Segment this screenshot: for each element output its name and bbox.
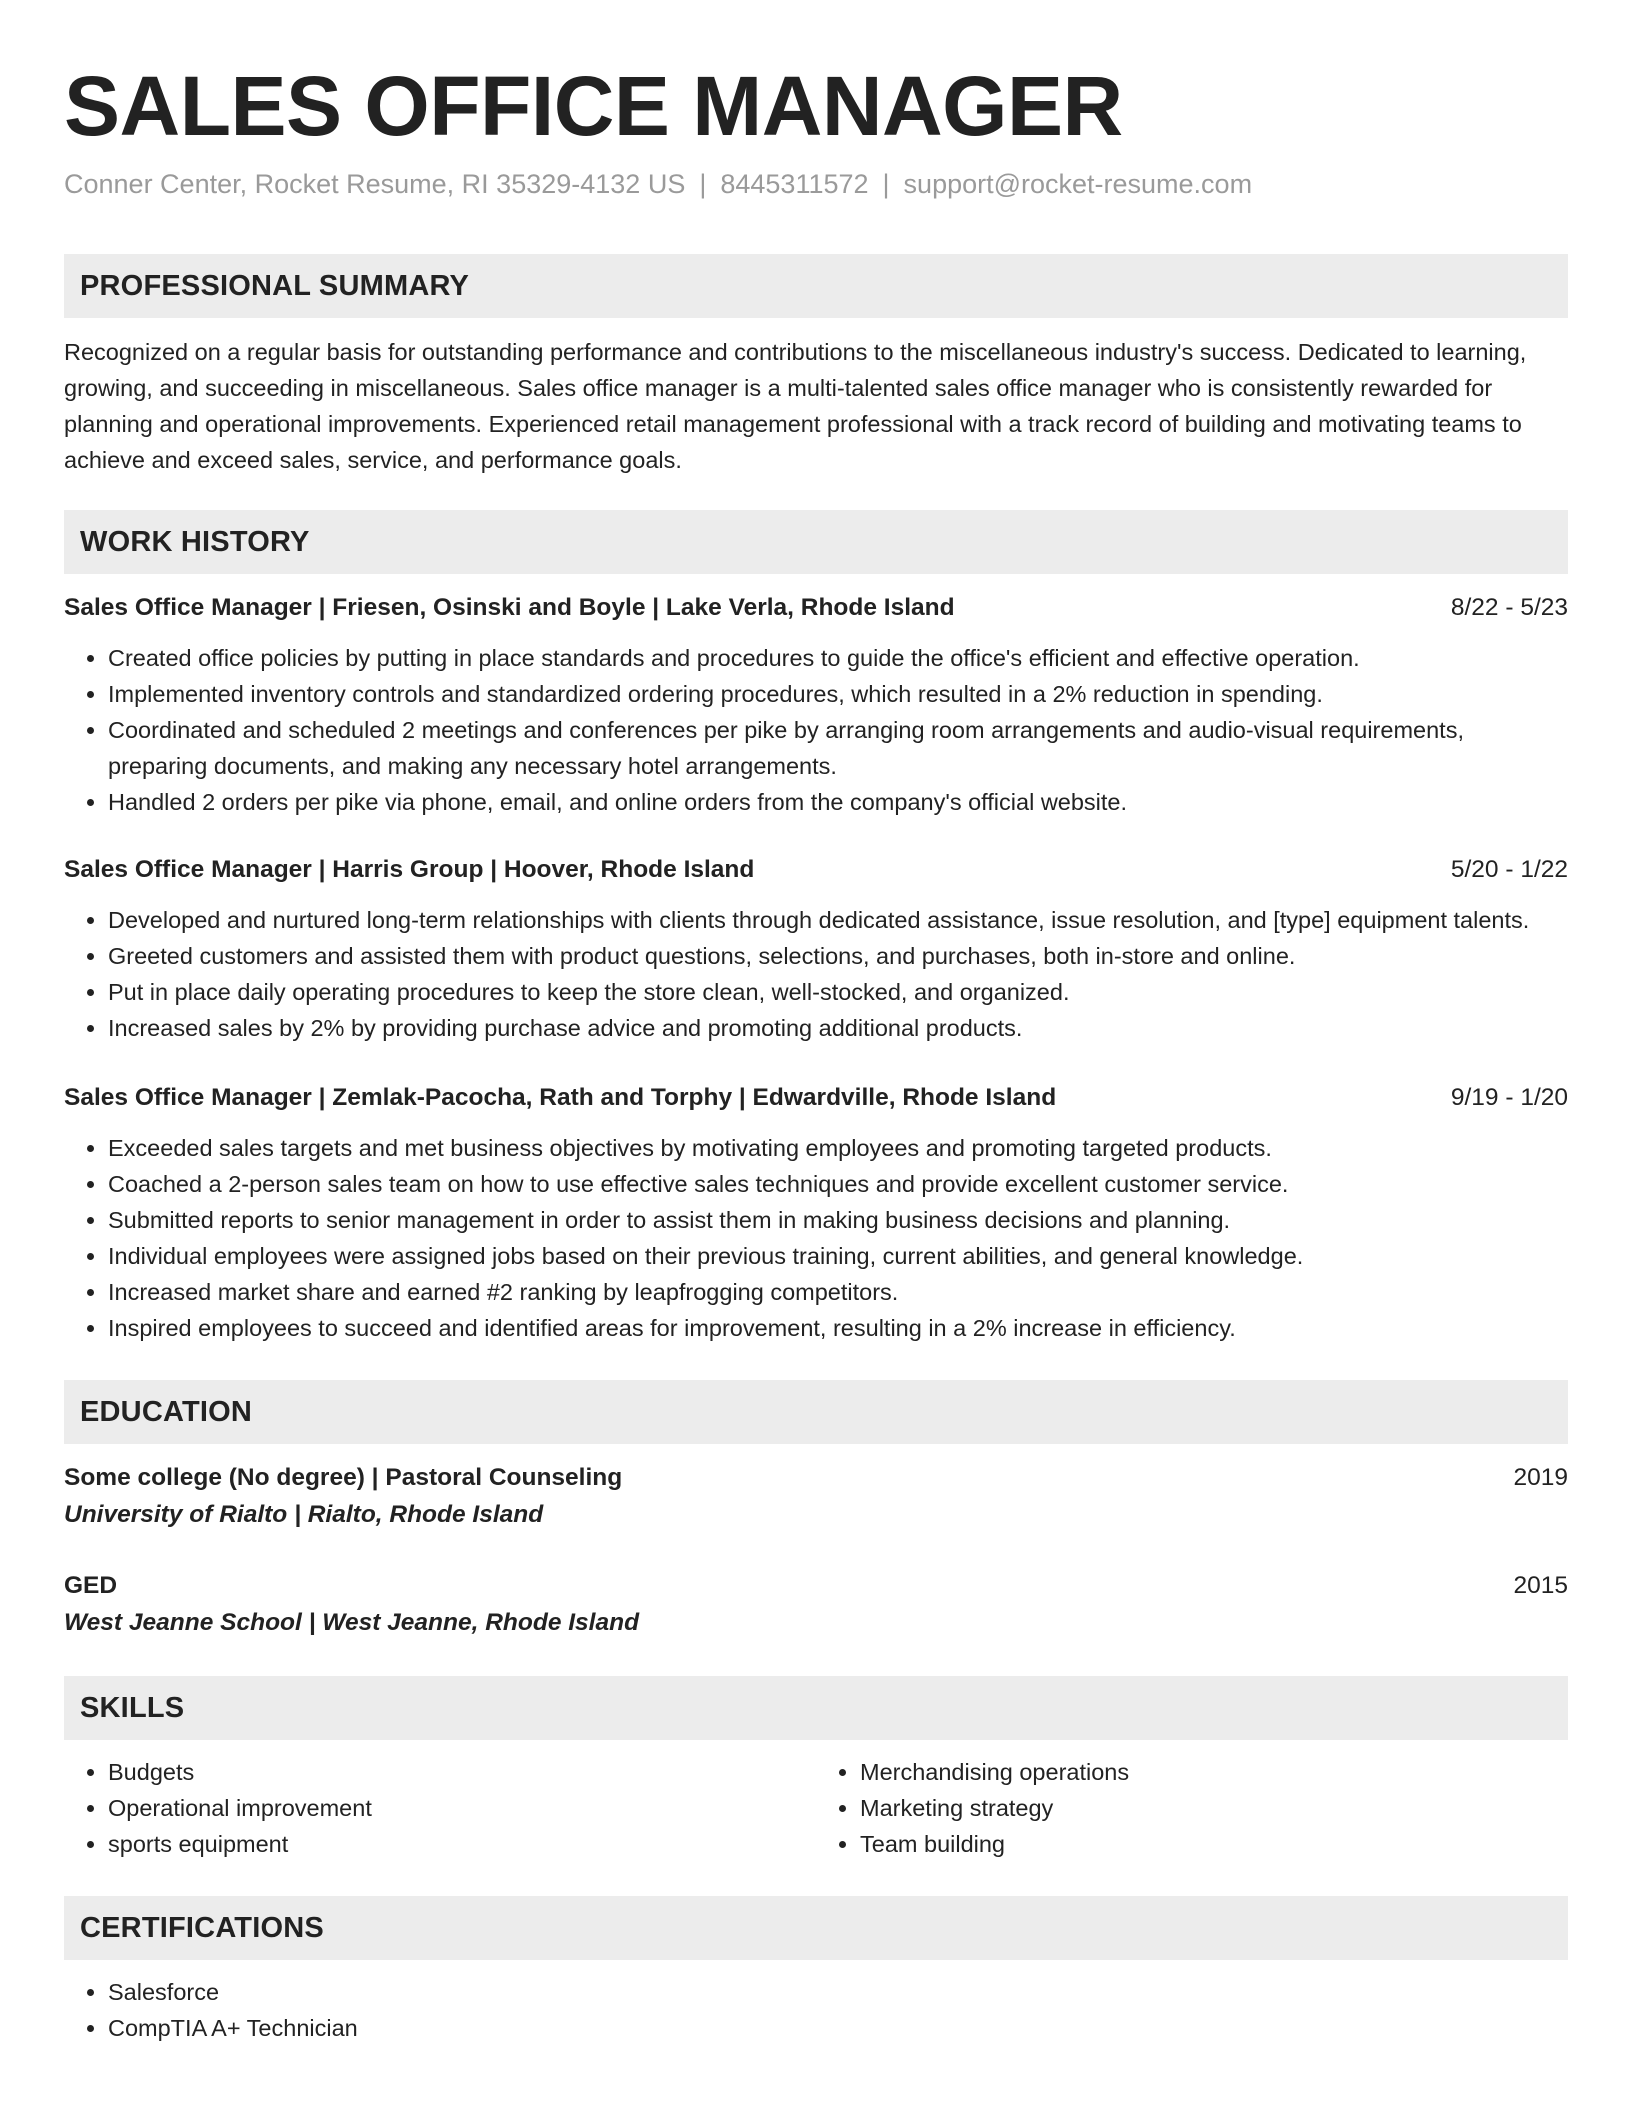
certification-item: • CompTIA A+ Technician	[108, 2010, 1568, 2046]
job-bullet: • Inspired employees to succeed and identified areas for improvement, resulting in a 2% increase in efficiency.	[108, 1310, 1568, 1346]
education-school: University of Rialto | Rialto, Rhode Island	[64, 1501, 544, 1528]
job-header	[64, 1080, 1568, 1116]
skill-item: • Merchandising operations	[860, 1754, 1568, 1790]
section-header-work-history: WORK HISTORY	[64, 510, 1568, 574]
job-bullets	[64, 640, 1568, 820]
job-bullet: • Created office policies by putting in place standards and procedures to guide the office's efficient and effective operation.	[108, 640, 1568, 676]
education-entry	[64, 1460, 1568, 1534]
job-bullet: • Coordinated and scheduled 2 meetings and conferences per pike by arranging room arrangements and audio-visual requirements, preparing documents, and making any necessary hotel arrangements.	[108, 712, 1568, 784]
skill-item: • Operational improvement	[108, 1790, 816, 1826]
job-header	[64, 590, 1568, 626]
job-bullet: • Greeted customers and assisted them with product questions, selections, and purchases, both in-store and online.	[108, 938, 1568, 974]
job-bullet: • Increased market share and earned #2 ranking by leapfrogging competitors.	[108, 1274, 1568, 1310]
education-degree: Some college (No degree) | Pastoral Counseling	[64, 1464, 623, 1491]
job-bullet: • Exceeded sales targets and met business objectives by motivating employees and promoting targeted products.	[108, 1130, 1568, 1166]
job-title: Sales Office Manager | Zemlak-Pacocha, Rath and Torphy | Edwardville, Rhode Island	[64, 1084, 1057, 1111]
education-year: 2015	[1513, 1572, 1568, 1599]
certifications-list	[64, 1974, 1568, 2046]
contact-separator: |	[699, 169, 707, 199]
contact-email: support@rocket-resume.com	[903, 169, 1253, 199]
job-bullet: • Developed and nurtured long-term relationships with clients through dedicated assistance, issue resolution, and [type] equipment talents.	[108, 902, 1568, 938]
skill-item: • Budgets	[108, 1754, 816, 1790]
contact-line	[64, 166, 1568, 202]
section-header-summary: PROFESSIONAL SUMMARY	[64, 254, 1568, 318]
job-bullets	[64, 902, 1568, 1046]
education-year: 2019	[1513, 1464, 1568, 1491]
job-bullet: • Increased sales by 2% by providing purchase advice and promoting additional products.	[108, 1010, 1568, 1046]
job-dates: 8/22 - 5/23	[1450, 594, 1568, 621]
education-entry	[64, 1568, 1568, 1642]
section-header-education: EDUCATION	[64, 1380, 1568, 1444]
contact-separator: |	[882, 169, 890, 199]
skill-item: • sports equipment	[108, 1826, 816, 1862]
job-title: Sales Office Manager | Friesen, Osinski and Boyle | Lake Verla, Rhode Island	[64, 594, 955, 621]
job-dates: 5/20 - 1/22	[1450, 856, 1568, 883]
job-bullets	[64, 1130, 1568, 1346]
job-bullet: • Coached a 2-person sales team on how to use effective sales techniques and provide excellent customer service.	[108, 1166, 1568, 1202]
resume-name: SALES OFFICE MANAGER	[64, 59, 1123, 153]
job-header	[64, 852, 1568, 888]
section-header-skills: SKILLS	[64, 1676, 1568, 1740]
skill-item: • Team building	[860, 1826, 1568, 1862]
contact-address: Conner Center, Rocket Resume, RI 35329-4132 US	[64, 169, 686, 199]
education-header	[64, 1460, 1568, 1496]
skills-list	[816, 1754, 1568, 1862]
skills-list	[64, 1754, 816, 1862]
education-school: West Jeanne School | West Jeanne, Rhode Island	[64, 1609, 640, 1636]
summary-text: Recognized on a regular basis for outstanding performance and contributions to the miscellaneous industry's success. Dedicated to learning, growing, and succeeding in miscellaneous. Sales office manager is a multi-talented sales office manager who is consistently rewarded for planning and operational improvements. Experienced retail management professional with a track record of building and motivating teams to achieve and exceed sales, service, and performance goals.	[64, 339, 1527, 473]
contact-phone: 8445311572	[720, 169, 869, 199]
job-bullet: • Implemented inventory controls and standardized ordering procedures, which resulted in a 2% reduction in spending.	[108, 676, 1568, 712]
education-header	[64, 1568, 1568, 1604]
job-dates: 9/19 - 1/20	[1450, 1084, 1568, 1111]
skills-column-right	[816, 1754, 1568, 1862]
certification-item: • Salesforce	[108, 1974, 1568, 2010]
skills-grid	[64, 1754, 1568, 1862]
job-entry	[64, 852, 1568, 1046]
skill-item: • Marketing strategy	[860, 1790, 1568, 1826]
job-title: Sales Office Manager | Harris Group | Hoover, Rhode Island	[64, 856, 755, 883]
job-bullet: • Handled 2 orders per pike via phone, email, and online orders from the company's official website.	[108, 784, 1568, 820]
job-bullet: • Put in place daily operating procedures to keep the store clean, well-stocked, and organized.	[108, 974, 1568, 1010]
job-bullet: • Submitted reports to senior management in order to assist them in making business decisions and planning.	[108, 1202, 1568, 1238]
job-bullet: • Individual employees were assigned jobs based on their previous training, current abilities, and general knowledge.	[108, 1238, 1568, 1274]
skills-column-left	[64, 1754, 816, 1862]
job-entry	[64, 1080, 1568, 1346]
job-entry	[64, 590, 1568, 820]
section-header-certifications: CERTIFICATIONS	[64, 1896, 1568, 1960]
education-degree: GED	[64, 1572, 118, 1599]
